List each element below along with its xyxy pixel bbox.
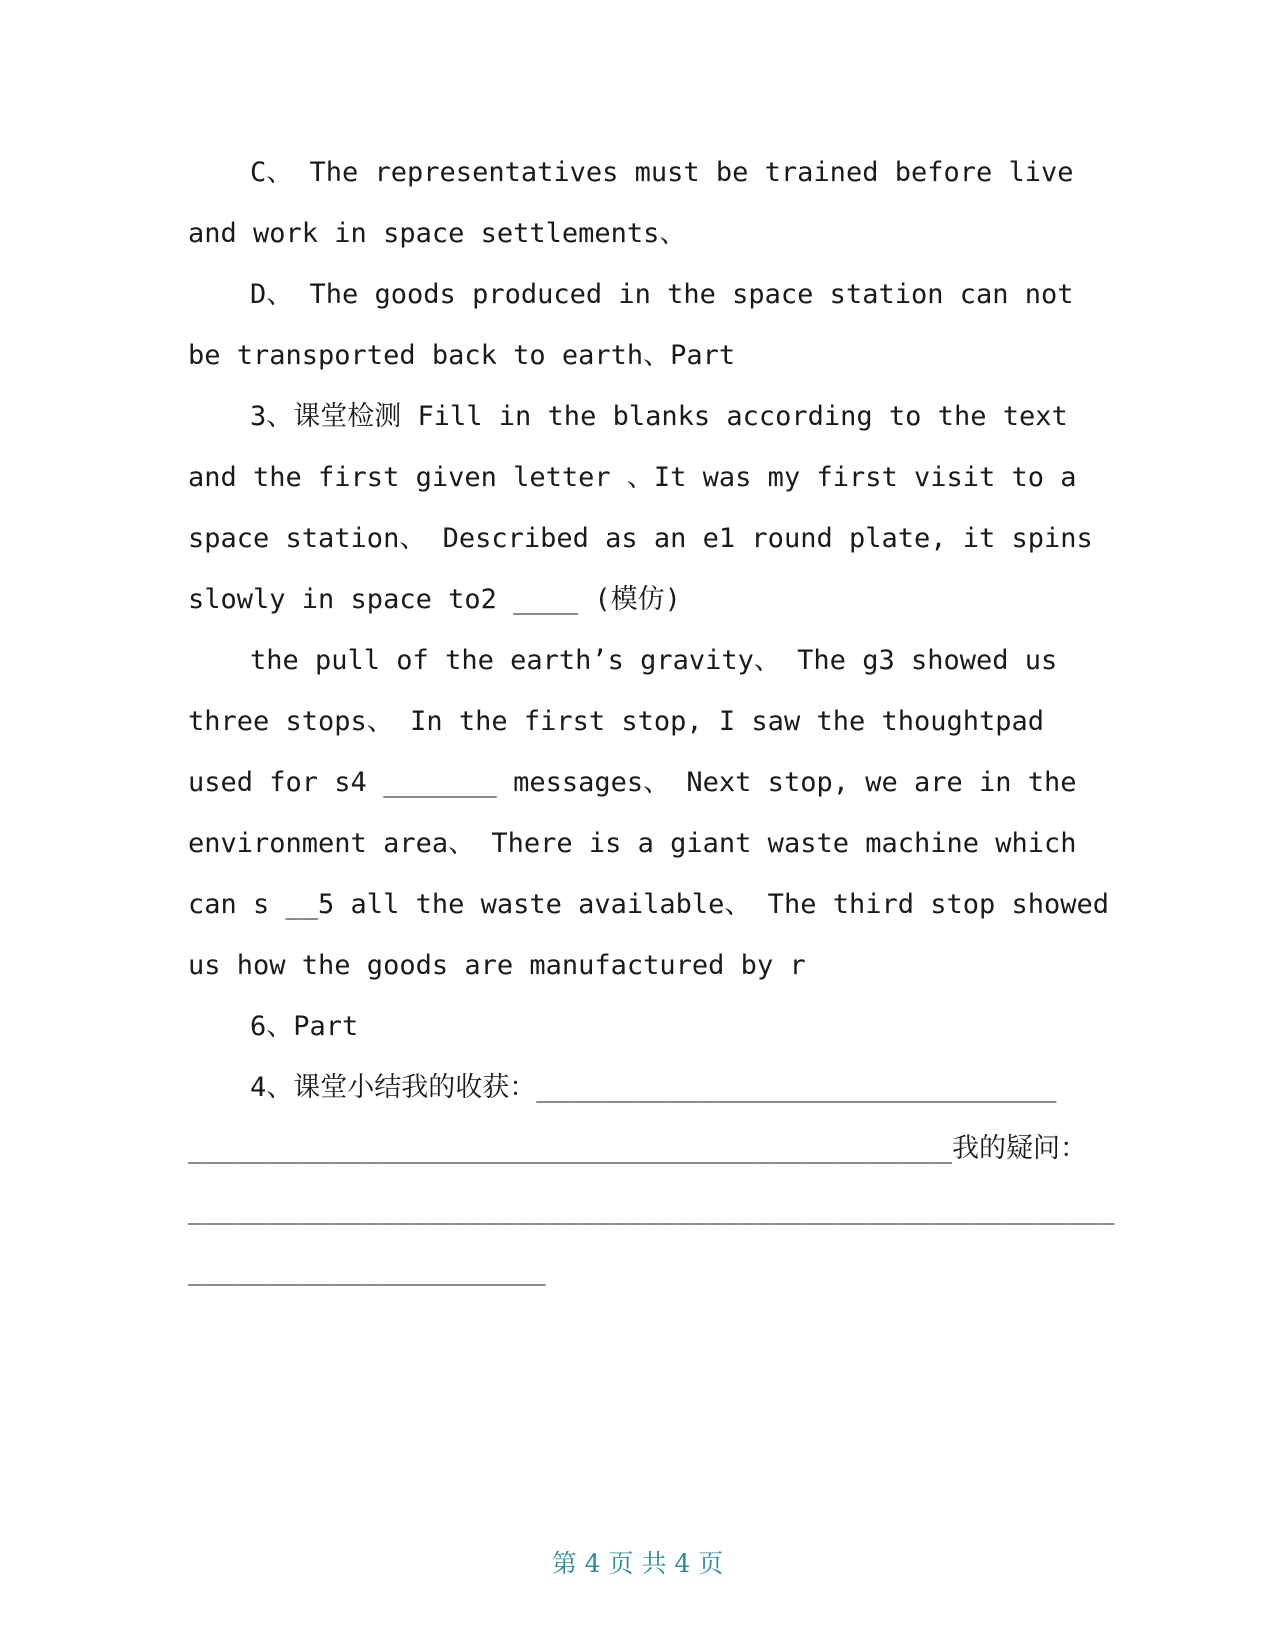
text-line: C、 The representatives must be trained before live [250,157,1074,188]
text-line: _________________________________________________________ [188,1194,1115,1225]
text-line: space station、 Described as an e1 round plate, it spins [188,523,1093,554]
text-line: 6、Part [250,1011,359,1042]
text-line: can s __5 all the waste available、 The third stop showed [188,889,1110,920]
text-line: 3、课堂检测 Fill in the blanks according to the text [250,401,1068,432]
text-line: be transported back to earth、Part [188,340,736,371]
text-line: slowly in space to2 ____ (模仿) [188,584,681,615]
text-line: and the first given letter 、It was my first visit to a [188,462,1077,493]
text-line: the pull of the earth’s gravity、 The g3 showed us [250,645,1058,676]
text-line: D、 The goods produced in the space station can not [250,279,1074,310]
text-line: and work in space settlements、 [188,218,687,249]
text-line: ______________________ [188,1255,546,1286]
text-line: us how the goods are manufactured by r [188,950,806,981]
text-line: three stops、 In the first stop, I saw the thoughtpad [188,706,1045,737]
page-footer: 第 4 页 共 4 页 [551,1549,724,1578]
text-line: used for s4 _______ messages、 Next stop, we are in the [188,767,1077,798]
text-line: _______________________________________________我的疑问： [188,1133,1088,1164]
document-body [188,142,1115,1301]
text-line: environment area、 There is a giant waste machine which [188,828,1077,859]
text-line: 4、课堂小结我的收获：________________________________ [250,1072,1057,1103]
